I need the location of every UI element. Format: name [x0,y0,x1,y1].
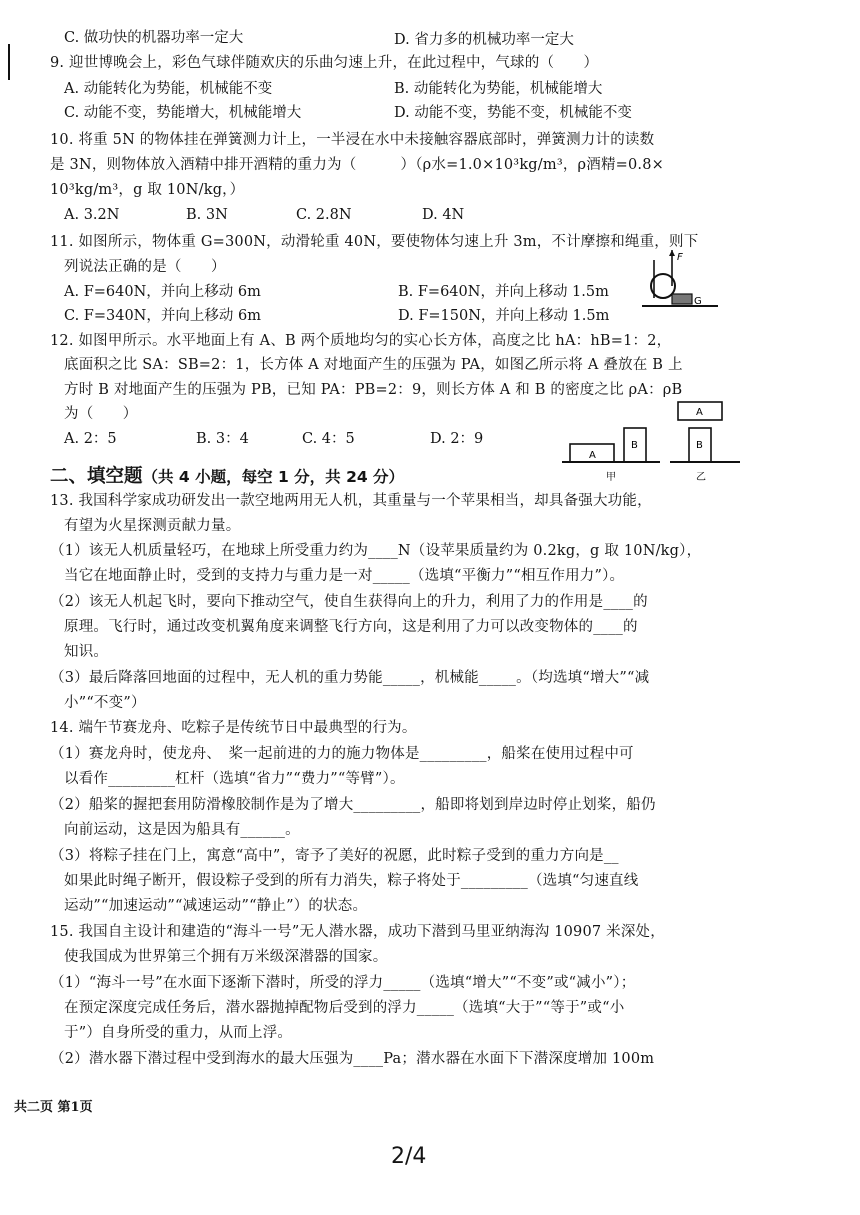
q12-option-b: B. 3：4 [196,431,249,447]
q9-option-d: D. 动能不变，势能不变，机械能不变 [394,105,632,121]
force-arrow [669,250,675,256]
weight-label: G [694,296,702,307]
q15-part1-line2: 在预定深度完成任务后，潜水器抛掉配物后受到的浮力_____（选填“大于”“等于”或“小 [64,1000,625,1016]
blocks-figure [562,398,742,484]
q14-part3-line1: （3）将粽子挂在门上，寓意“高中”，寄予了美好的祝愿，此时粽子受到的重力方向是__ [50,848,619,864]
q13-part3-line1: （3）最后降落回地面的过程中，无人机的重力势能_____，机械能_____。（均选填“增大”“减 [50,670,650,686]
section-2-title: 二、填空题 [50,466,143,487]
q14-part3-line2: 如果此时绳子断开，假设粽子受到的所有力消失，粽子将处于_________（选填“匀速直线 [64,873,639,889]
q9-option-a: A. 动能转化为势能，机械能不变 [64,81,273,97]
q10-option-c: C. 2.8N [296,207,352,223]
q13-part1-line2: 当它在地面静止时，受到的支持力与重力是一对_____（选填“平衡力”“相互作用力”）。 [64,568,625,584]
q9-stem: 9. 迎世博晚会上，彩色气球伴随欢庆的乐曲匀速上升，在此过程中，气球的（ ） [50,55,599,71]
q10-option-a: A. 3.2N [64,207,120,223]
q8-option-c: C. 做功快的机器功率一定大 [64,30,244,46]
q13-part3-line2: 小”“不变”） [64,695,146,711]
page-footer: 共二页 第1页 [14,1100,93,1115]
q8-option-d: D. 省力多的机械功率一定大 [394,32,574,48]
q13-stem-line2: 有望为火星探测贡献力量。 [64,518,241,534]
weight-block [672,294,692,304]
q14-stem: 14. 端午节赛龙舟、吃粽子是传统节日中最典型的行为。 [50,720,417,736]
q15-part1-line3: 于”）自身所受的重力，从而上浮。 [64,1025,293,1041]
q12-stem-line3: 方时 B 对地面产生的压强为 PB，已知 PA：PB=2：9，则长方体 A 和 B 的密度之比 ρA：ρB [64,382,683,398]
scan-edge-mark [8,44,10,80]
label-jia: 甲 [606,472,616,483]
q13-part2-line1: （2）该无人机起飞时，要向下推动空气，使自生获得向上的升力，利用了力的作用是____的 [50,594,648,610]
block-b-jia-label: B [631,440,638,451]
q14-part1-line1: （1）赛龙舟时，使龙舟、 桨一起前进的力的施力物体是_________，船桨在使用过程中可 [50,746,634,762]
q15-part2-line1: （2）潜水器下潜过程中受到海水的最大压强为____Pa；潜水器在水面下下潜深度增加 100m [50,1051,655,1067]
q11-option-a: A. F=640N，并向上移动 6m [64,284,261,300]
block-a-jia-label: A [589,450,596,461]
q11-option-c: C. F=340N，并向上移动 6m [64,308,261,324]
q9-option-b: B. 动能转化为势能，机械能增大 [394,81,603,97]
q14-part3-line3: 运动”“加速运动”“减速运动”“静止”）的状态。 [64,898,368,914]
q12-option-a: A. 2：5 [64,431,117,447]
q14-part2-line2: 向前运动，这是因为船具有______。 [64,822,300,838]
label-yi: 乙 [696,472,706,483]
q14-part1-line2: 以看作_________杠杆（选填“省力”“费力”“等臂”）。 [64,771,405,787]
section-2-subtitle: （共 4 小题，每空 1 分，共 24 分） [142,468,405,486]
q10-option-d: D. 4N [422,207,465,223]
q13-stem-line1: 13. 我国科学家成功研发出一款空地两用无人机，其重量与一个苹果相当，却具备强大功能， [50,493,652,509]
q10-stem-line3: 10³kg/m³，g 取 10N/kg，） [50,182,245,198]
q12-option-d: D. 2：9 [430,431,484,447]
block-b-yi-label: B [696,440,703,451]
q15-stem-line2: 使我国成为世界第三个拥有万米级深潜器的国家。 [64,949,388,965]
q11-option-b: B. F=640N，并向上移动 1.5m [398,284,609,300]
q10-stem-line2: 是 3N，则物体放入酒精中排开酒精的重力为（ ）（ρ水=1.0×10³kg/m³，ρ酒精=0.8× [50,157,665,173]
q10-option-b: B. 3N [186,207,228,223]
q11-option-d: D. F=150N，并向上移动 1.5m [398,308,610,324]
q12-stem-line2: 底面积之比 SA：SB=2：1，长方体 A 对地面产生的压强为 PA，如图乙所示将 A 叠放在 B 上 [64,357,683,373]
q13-part1-line1: （1）该无人机质量轻巧，在地球上所受重力约为____N（设苹果质量约为 0.2kg，g 取 10N/kg）， [50,543,702,559]
block-a-yi-label: A [696,407,703,418]
force-label: F [677,252,683,263]
q15-stem-line1: 15. 我国自主设计和建造的“海斗一号”无人潜水器，成功下潜到马里亚纳海沟 10907 米深处， [50,924,665,940]
q13-part2-line3: 知识。 [64,644,109,660]
q12-stem-line1: 12. 如图甲所示。水平地面上有 A、B 两个质地均匀的实心长方体，高度之比 hA：hB=1：2， [50,333,672,349]
section-2-heading [50,462,404,488]
q10-stem-line1: 10. 将重 5N 的物体挂在弹簧测力计上，一半浸在水中未接触容器底部时，弹簧测力计的读数 [50,132,655,148]
page-indicator: 2/4 [391,1144,427,1169]
q12-option-c: C. 4：5 [302,431,355,447]
q11-stem-line1: 11. 如图所示，物体重 G=300N，动滑轮重 40N，要使物体匀速上升 3m，不计摩擦和绳重，则下 [50,234,699,250]
q13-part2-line2: 原理。飞行时，通过改变机翼角度来调整飞行方向，这是利用了力可以改变物体的____的 [64,619,638,635]
q14-part2-line1: （2）船桨的握把套用防滑橡胶制作是为了增大_________，船即将划到岸边时停止划桨，船仍 [50,797,656,813]
q12-stem-line4: 为（ ） [64,406,138,422]
pulley-figure [642,250,722,312]
q9-option-c: C. 动能不变，势能增大，机械能增大 [64,105,302,121]
q11-stem-line2: 列说法正确的是（ ） [64,259,226,275]
q15-part1-line1: （1）“海斗一号”在水面下逐渐下潜时，所受的浮力_____（选填“增大”“不变”或“减小”）； [50,975,636,991]
